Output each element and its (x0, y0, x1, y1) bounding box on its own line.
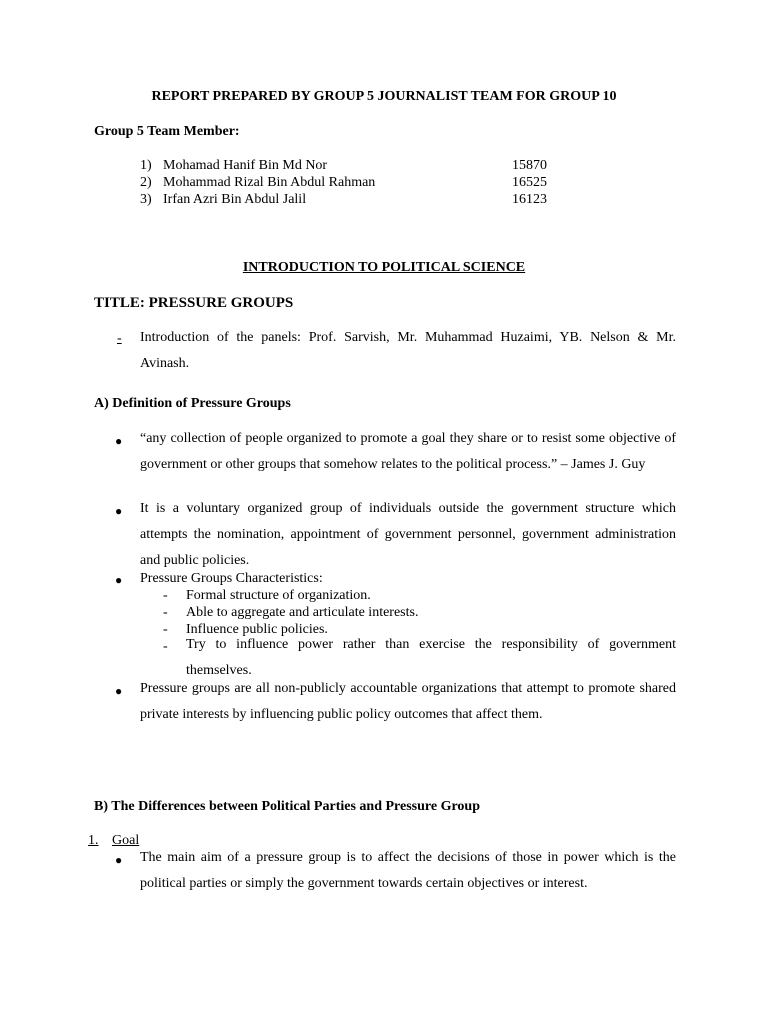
dash-marker: - (163, 622, 168, 637)
definition-text: It is a voluntary organized group of individuals outside the government structure which attempts the nomination, appointment of government personnel, government administration and public policies. (140, 501, 676, 568)
section-a-heading: A) Definition of Pressure Groups (94, 396, 291, 411)
member-name: Irfan Azri Bin Abdul Jalil (163, 192, 307, 207)
bullet-icon: ● (115, 853, 123, 867)
bullet-icon: ● (115, 434, 123, 448)
characteristics-heading: Pressure Groups Characteristics: (140, 571, 323, 586)
characteristic-item: Formal structure of organization. (186, 588, 371, 603)
goal-heading: Goal (112, 833, 140, 848)
characteristic-item: Able to aggregate and articulate interests. (186, 605, 419, 620)
characteristic-item: Try to influence power rather than exercise the responsibility of government themselves. (186, 637, 676, 678)
member-number: 3) (140, 192, 152, 207)
item-number: 1. (88, 833, 99, 848)
member-name: Mohamad Hanif Bin Md Nor (163, 158, 328, 173)
member-number: 2) (140, 175, 152, 190)
report-title: REPORT PREPARED BY GROUP 5 JOURNALIST TEAM FOR GROUP 10 (151, 89, 617, 104)
definition-quote: “any collection of people organized to promote a goal they share or to resist some objective of government or other groups that somehow relates to the political process.” – James J. Guy (140, 431, 676, 472)
bullet-icon: ● (115, 684, 123, 698)
characteristic-item: Influence public policies. (186, 622, 328, 637)
team-heading: Group 5 Team Member: (94, 124, 240, 139)
dash-marker: - (163, 639, 168, 654)
pressure-groups-text: Pressure groups are all non-publicly accountable organizations that attempt to promote shared private interests by influencing public policy outcomes that affect them. (140, 681, 676, 722)
member-id: 16123 (512, 192, 547, 207)
document-title: TITLE: PRESSURE GROUPS (94, 295, 294, 311)
member-name: Mohammad Rizal Bin Abdul Rahman (163, 175, 376, 190)
member-number: 1) (140, 158, 152, 173)
member-id: 15870 (512, 158, 547, 173)
course-title: INTRODUCTION TO POLITICAL SCIENCE (242, 260, 526, 275)
intro-dash: - (117, 331, 122, 346)
intro-text: Introduction of the panels: Prof. Sarvish, Mr. Muhammad Huzaimi, YB. Nelson & Mr. Avinash. (140, 330, 676, 371)
bullet-icon: ● (115, 573, 123, 587)
bullet-icon: ● (115, 504, 123, 518)
dash-marker: - (163, 588, 168, 603)
section-b-heading: B) The Differences between Political Parties and Pressure Group (94, 799, 480, 814)
member-id: 16525 (512, 175, 547, 190)
goal-text: The main aim of a pressure group is to affect the decisions of those in power which is the political parties or simply the government towards certain objectives or interest. (140, 850, 676, 891)
dash-marker: - (163, 605, 168, 620)
